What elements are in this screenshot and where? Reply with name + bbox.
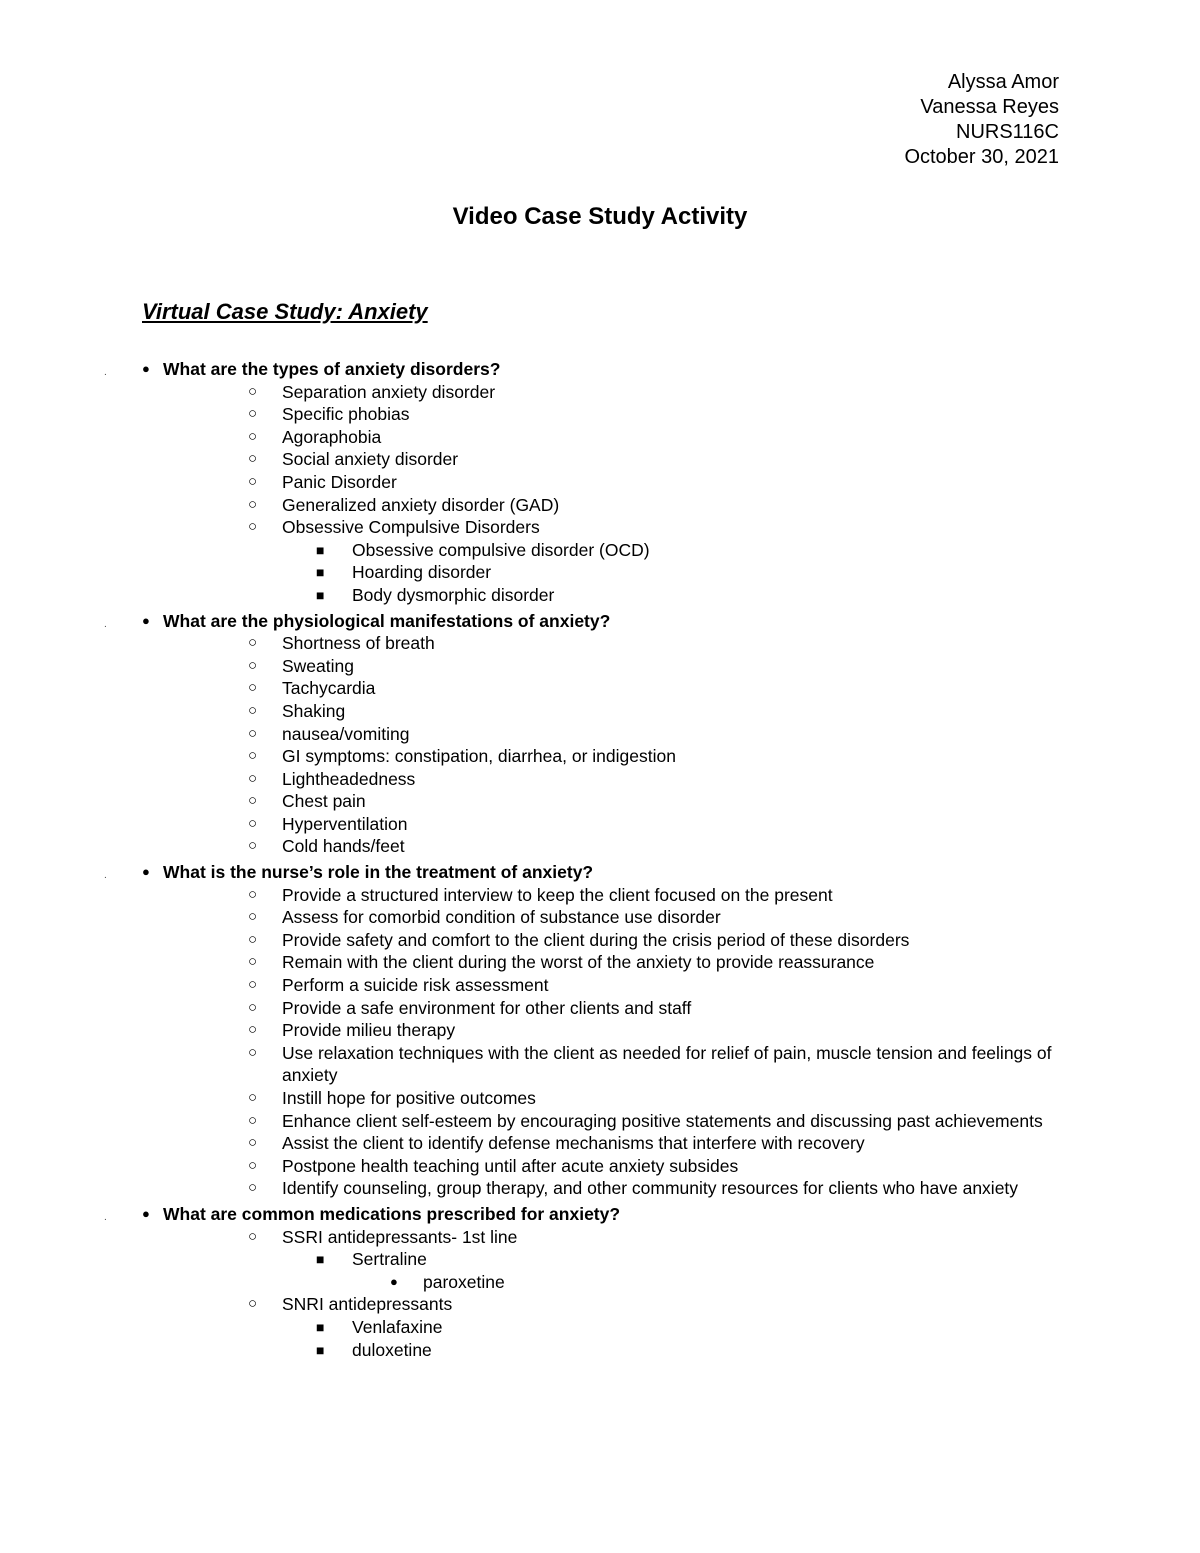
bullet-circle-icon: ○ [248, 1089, 258, 1106]
document-title: Video Case Study Activity [452, 203, 748, 230]
list-item: ○ Perform a suicide risk assessment [248, 975, 549, 996]
bullet-circle-icon: ○ [248, 382, 258, 400]
bullet-circle-icon: ○ [248, 472, 258, 490]
bullet-circle-icon: ○ [248, 1134, 258, 1152]
bullet-circle-icon: ○ [248, 1179, 258, 1197]
list-subsubitem: ● paroxetine [390, 1271, 505, 1292]
bullet-circle-icon: ○ [248, 1295, 258, 1313]
bullet-circle-icon: ○ [248, 747, 258, 765]
bullet-circle-icon: ○ [248, 930, 258, 948]
list-item: ○ Separation anxiety disorder [248, 381, 496, 402]
bullet-circle-icon: ○ [248, 405, 258, 423]
bullet-square-icon: ■ [316, 586, 325, 603]
list-item: ○ Provide a structured interview to keep the client focused on the present [248, 884, 833, 905]
bullet-circle-icon: ○ [248, 495, 258, 513]
bullet-square-icon: ■ [316, 541, 325, 558]
bullet-disc-icon: ● [142, 864, 150, 880]
bullet-circle-icon: ○ [248, 885, 258, 903]
list-item: ○ GI symptoms: constipation, diarrhea, or indigestion [248, 746, 676, 767]
list-item: ○ Cold hands/feet [248, 836, 405, 857]
list-item: ○ Tachycardia [248, 678, 376, 699]
bullet-circle-icon: ○ [248, 908, 258, 926]
list-item: ○ Chest pain [248, 791, 366, 812]
list-item: ○ Remain with the client during the worst of the anxiety to provide reassurance [248, 952, 875, 973]
bullet-circle-icon: ○ [248, 1021, 258, 1039]
list-item: ○ SSRI antidepressants- 1st line [248, 1226, 518, 1247]
bullet-circle-icon: ○ [248, 518, 258, 536]
section-heading: Virtual Case Study: Anxiety [142, 299, 428, 324]
bullet-circle-icon: ○ [248, 792, 258, 810]
bullet-circle-icon: ○ [248, 976, 258, 994]
list-item: ○ Shaking [248, 700, 346, 721]
list-item: ○ Use relaxation techniques with the client as needed for relief of pain, muscle tension and feelings of anxiety [248, 1042, 1052, 1086]
bullet-circle-icon: ○ [248, 679, 258, 697]
list-item: ○ Enhance client self-esteem by encouraging positive statements and discussing past achievements [248, 1110, 1043, 1131]
author-name: Vanessa Reyes [920, 96, 1059, 118]
list-subitem: ■ Hoarding disorder [316, 562, 492, 583]
question-list [0, 358, 1200, 1361]
bullet-square-icon: ■ [316, 1341, 325, 1358]
bullet-circle-icon: ○ [248, 1156, 258, 1174]
bullet-circle-icon: ○ [248, 1227, 258, 1245]
list-item: ○ Identify counseling, group therapy, and other community resources for clients who have anxiety [248, 1178, 1019, 1199]
bullet-circle-icon: ○ [248, 634, 258, 652]
list-item: ○ Assist the client to identify defense mechanisms that interfere with recovery [248, 1133, 865, 1154]
bullet-circle-icon: ○ [248, 953, 258, 971]
bullet-square-icon: ■ [316, 564, 325, 581]
list-item: ○ Sweating [248, 655, 354, 676]
list-subitem: ■ Sertraline [316, 1249, 427, 1270]
author-header [904, 70, 1059, 170]
course-code: NURS116C [956, 121, 1059, 143]
bullet-circle-icon: ○ [248, 724, 258, 742]
list-item: ○ Assess for comorbid condition of substance use disorder [248, 907, 721, 928]
list-item: ○ Generalized anxiety disorder (GAD) [248, 494, 560, 515]
bullet-circle-icon: ○ [248, 769, 258, 787]
bullet-circle-icon: ○ [248, 814, 258, 832]
bullet-disc-icon: ● [390, 1273, 398, 1289]
list-item: ○ Provide milieu therapy [248, 1020, 456, 1041]
list-subitem: ■ duloxetine [316, 1339, 432, 1360]
list-item: ○ Provide safety and comfort to the client during the crisis period of these disorders [248, 929, 910, 950]
list-item: ○ Hyperventilation [248, 813, 408, 834]
bullet-circle-icon: ○ [248, 1043, 258, 1061]
bullet-square-icon: ■ [316, 1318, 325, 1335]
bullet-square-icon: ■ [316, 1251, 325, 1268]
bullet-circle-icon: ○ [248, 656, 258, 674]
list-item: ○ Shortness of breath [248, 633, 435, 654]
question-heading: . ● What are the physiological manifestations of anxiety? [104, 610, 611, 631]
bullet-circle-icon: ○ [248, 450, 258, 468]
list-item: ○ Panic Disorder [248, 471, 397, 492]
list-item: ○ nausea/vomiting [248, 723, 410, 744]
list-subitem: ■ Venlafaxine [316, 1316, 443, 1337]
author-name: Alyssa Amor [947, 71, 1059, 93]
question-heading: . ● What is the nurse’s role in the treatment of anxiety? [104, 862, 594, 883]
question-heading: . ● What are common medications prescribed for anxiety? [104, 1203, 621, 1224]
bullet-circle-icon: ○ [248, 998, 258, 1016]
bullet-circle-icon: ○ [248, 427, 258, 445]
bullet-disc-icon: ● [142, 1205, 150, 1221]
bullet-circle-icon: ○ [248, 701, 258, 719]
bullet-disc-icon: ● [142, 361, 150, 376]
list-subitem: ■ Body dysmorphic disorder [316, 584, 555, 605]
list-item: ○ Provide a safe environment for other clients and staff [248, 997, 692, 1018]
bullet-disc-icon: ● [142, 612, 150, 628]
list-item: ○ SNRI antidepressants [248, 1294, 453, 1315]
list-item: ○ Postpone health teaching until after acute anxiety subsides [248, 1155, 739, 1176]
list-item: ○ Lightheadedness [248, 768, 416, 789]
list-item: ○ Social anxiety disorder [248, 449, 459, 470]
bullet-circle-icon: ○ [248, 1111, 258, 1129]
question-heading: . ● What are the types of anxiety disorders? [104, 359, 501, 379]
list-item: ○ Instill hope for positive outcomes [248, 1088, 536, 1108]
list-item: ○ Obsessive Compulsive Disorders [248, 517, 540, 538]
list-subitem: ■ Obsessive compulsive disorder (OCD) [316, 539, 650, 560]
bullet-circle-icon: ○ [248, 837, 258, 855]
list-item: ○ Agoraphobia [248, 426, 382, 447]
list-item: ○ Specific phobias [248, 404, 410, 425]
document-date: October 30, 2021 [904, 146, 1059, 168]
